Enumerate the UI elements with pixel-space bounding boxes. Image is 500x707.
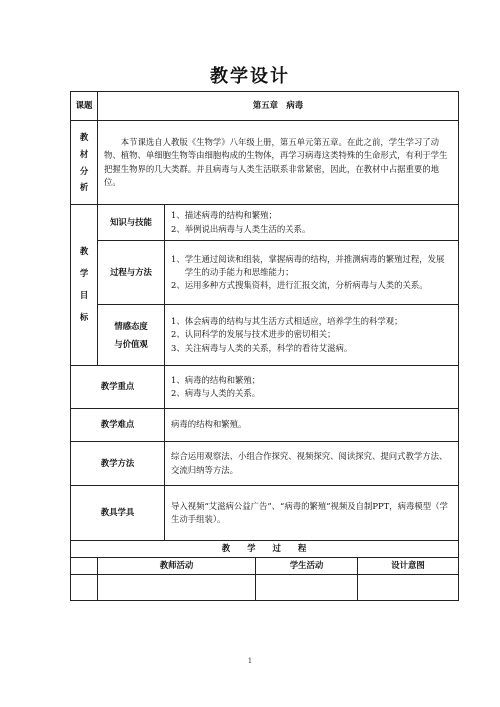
emotion-list — [165, 305, 459, 366]
difficulties-text: 病毒的结构和繁殖。 — [165, 409, 459, 442]
key-points-label: 教学重点 — [71, 366, 165, 409]
key-points-row — [71, 366, 459, 409]
process-heading-row — [71, 541, 459, 558]
knowledge-label: 知识与技能 — [98, 205, 165, 241]
list-item: 2、 运用多种方式搜集资料，进行汇报交流，分析病毒与人类的关系。 — [171, 280, 428, 290]
process-cell — [256, 575, 358, 601]
student-activity-header: 学生活动 — [256, 558, 358, 575]
difficulties-label: 教学难点 — [71, 409, 165, 442]
topic-label: 课题 — [71, 92, 98, 121]
process-cell — [71, 575, 98, 601]
knowledge-list — [165, 205, 459, 241]
process-body-row — [71, 575, 459, 601]
methods-row — [71, 442, 459, 486]
teacher-activity-header: 教师活动 — [98, 558, 256, 575]
list-item: 2、 举例说出病毒与人类生活的关系。 — [171, 223, 311, 234]
process-cell — [358, 575, 459, 601]
analysis-text: 本节课选自人教版《生物学》八年级上册，第五单元第五章。在此之前，学生学习了动物、植物、单细胞生物等由细胞构成的生物体，再学习病毒这类特殊的生命形式，有利于学生把握生物界的几大类群。并且病毒与人类生活联系非常紧密，因此，在教材中占据重要的地位。 — [98, 121, 459, 205]
topic-value: 第五章 病毒 — [98, 92, 459, 121]
analysis-row — [71, 121, 459, 205]
key-points-list — [165, 366, 459, 409]
goals-label: 教 学 目 标 — [71, 205, 98, 366]
tools-row — [71, 486, 459, 541]
list-item: 2、 病毒与人类的关系。 — [171, 388, 261, 398]
process-column-empty — [71, 558, 98, 575]
document-title: 教学设计 — [210, 66, 290, 87]
goal-knowledge-row — [71, 205, 459, 241]
list-item: 1、 学生通过阅读和组装，掌握病毒的结构，并推测病毒的繁殖过程，发展学生的动手能力和思维能力； — [171, 253, 445, 277]
process-label: 过程与方法 — [98, 241, 165, 305]
process-columns-row — [71, 558, 459, 575]
list-item: 2、 认同科学的发展与技术进步的密切相关； — [171, 329, 336, 340]
methods-text: 综合运用观察法、小组合作探究、视频探究、阅读探究、提问式教学方法、交流归纳等方法。 — [165, 442, 459, 486]
list-item: 1、 描述病毒的结构和繁殖； — [171, 210, 277, 221]
process-list — [165, 241, 459, 305]
goal-emotion-row — [71, 305, 459, 366]
difficulties-row — [71, 409, 459, 442]
goal-process-row — [71, 241, 459, 305]
methods-label: 教学方法 — [71, 442, 165, 486]
design-intent-header: 设计意图 — [358, 558, 459, 575]
list-item: 3、 关注病毒与人类的关系，科学的看待艾滋病。 — [171, 342, 353, 353]
list-item: 1、 病毒的结构和繁殖； — [171, 374, 261, 385]
topic-row — [71, 92, 459, 121]
tools-text: 导入视频“艾滋病公益广告”、“病毒的繁殖”视频及自制PPT，病毒模型（学生动手组装）。 — [165, 486, 459, 541]
emotion-label: 情感态度 与价值观 — [98, 305, 165, 366]
process-heading: 教 学 过 程 — [71, 541, 459, 558]
page-number: 1 — [247, 657, 253, 665]
list-item: 1、 体会病毒的结构与其生活方式相适应，培养学生的科学观； — [171, 316, 403, 327]
analysis-label: 教 材 分 析 — [71, 121, 98, 205]
lesson-plan-table — [70, 91, 459, 601]
process-cell — [98, 575, 256, 601]
tools-label: 教具学具 — [71, 486, 165, 541]
